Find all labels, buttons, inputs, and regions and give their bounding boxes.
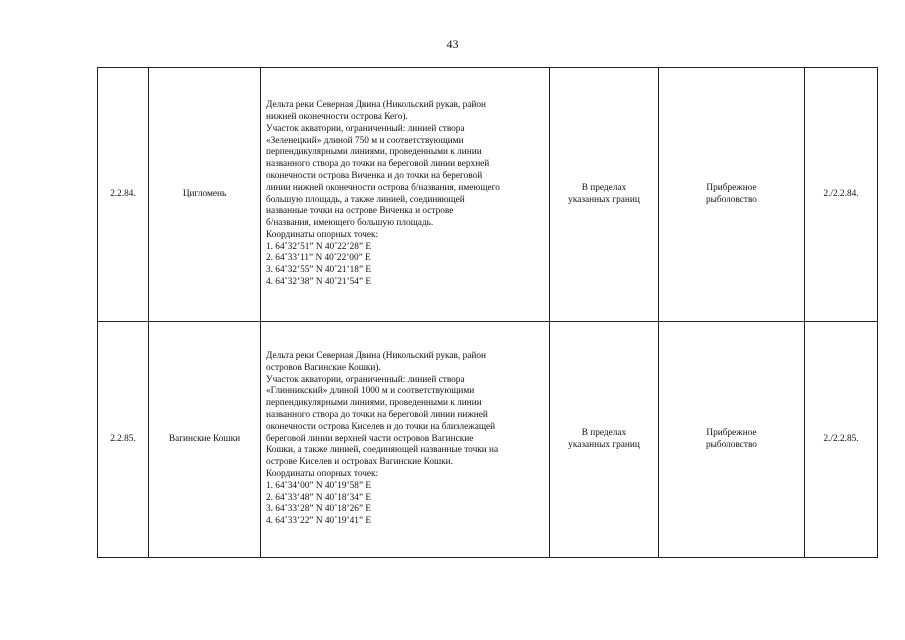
row-number-cell: 2.2.85. (98, 322, 149, 558)
coordinate-point: 4. 64˚32’38” N 40˚21’54” E (266, 277, 372, 288)
description-line: Дельта реки Северная Двина (Никольский рукав, район (266, 100, 486, 111)
fishing-areas-table (97, 67, 878, 558)
coordinate-point: 4. 64˚33’22” N 40˚19’41” E (266, 516, 372, 527)
description-cell (261, 322, 550, 558)
description-line: Дельта реки Северная Двина (Никольский рукав, район (266, 351, 486, 362)
area-name-cell: Цигломень (149, 68, 261, 322)
limits-cell (550, 322, 659, 558)
coordinate-point: 2. 64˚33’11” N 40˚22’00” E (266, 253, 371, 264)
row-number-cell: 2.2.84. (98, 68, 149, 322)
description-line: Участок акватории, ограниченный: линией створа (266, 374, 465, 385)
description-line: названного створа до точки на береговой линии верхней (266, 159, 490, 170)
code-cell: 2./2.2.84. (805, 68, 878, 322)
fishing-type-line: рыболовство (706, 439, 757, 450)
description-line: нижней оконечности острова Кего). (266, 111, 408, 122)
coordinate-point: 1. 64˚32’51” N 40˚22’28” E (266, 241, 372, 252)
description-line: линии нижней оконечности острова б/названия, имеющего (266, 182, 500, 193)
description-line: перпендикулярными линиями, проведенными к линии (266, 147, 482, 158)
coordinates-heading: Координаты опорных точек: (266, 468, 379, 479)
page-number: 43 (446, 37, 459, 51)
limits-line: указанных границ (568, 439, 640, 450)
coordinate-point: 3. 64˚33’28” N 40˚18’26” E (266, 504, 372, 515)
fishing-type-line: Прибрежное (706, 182, 757, 193)
description-line: б/названия, имеющего большую площадь. (266, 218, 434, 229)
description-line: оконечности острова Виченка и до точки на береговой (266, 170, 483, 181)
coordinate-point: 3. 64˚32’55” N 40˚21’18” E (266, 265, 372, 276)
description-line: большую площадь, а также линией, соединяющей (266, 194, 465, 205)
coordinate-point: 2. 64˚33’48” N 40˚18’34” E (266, 492, 372, 503)
fishing-type-cell (659, 322, 805, 558)
coordinate-point: 1. 64˚34’00” N 40˚19’58” E (266, 480, 372, 491)
limits-cell (550, 68, 659, 322)
limits-line: В пределах (581, 182, 627, 193)
fishing-type-line: Прибрежное (706, 427, 757, 438)
code-cell: 2./2.2.85. (805, 322, 878, 558)
description-line: береговой линии верхней части островов Вагинские (266, 433, 474, 444)
fishing-type-cell (659, 68, 805, 322)
description-line: «Глинникский» длиной 1000 м и соответствующими (266, 386, 475, 397)
fishing-type-line: рыболовство (706, 194, 757, 205)
coordinates-heading: Координаты опорных точек: (266, 229, 379, 240)
table-row (98, 322, 878, 558)
description-line: островов Вагинские Кошки). (266, 362, 381, 373)
description-line: перпендикулярными линиями, проведенными к линии (266, 398, 482, 409)
table-row (98, 68, 878, 322)
description-line: острове Киселев и островах Вагинские Кошки. (266, 457, 453, 468)
description-line: Кошки, а также линией, соединяющей названные точки на (266, 445, 499, 456)
description-line: названного створа до точки на береговой линии нижней (266, 410, 488, 420)
description-line: оконечности острова Киселев и до точки на близлежащей (266, 421, 496, 432)
limits-line: указанных границ (568, 194, 640, 205)
limits-line: В пределах (581, 427, 627, 438)
description-line: названные точки на острове Виченка и острове (266, 206, 454, 217)
description-line: Участок акватории, ограниченный: линией створа (266, 123, 465, 134)
description-line: «Зеленецкий» длиной 750 м и соответствующими (266, 135, 464, 146)
area-name-cell: Вагинские Кошки (149, 322, 261, 558)
description-cell (261, 68, 550, 322)
